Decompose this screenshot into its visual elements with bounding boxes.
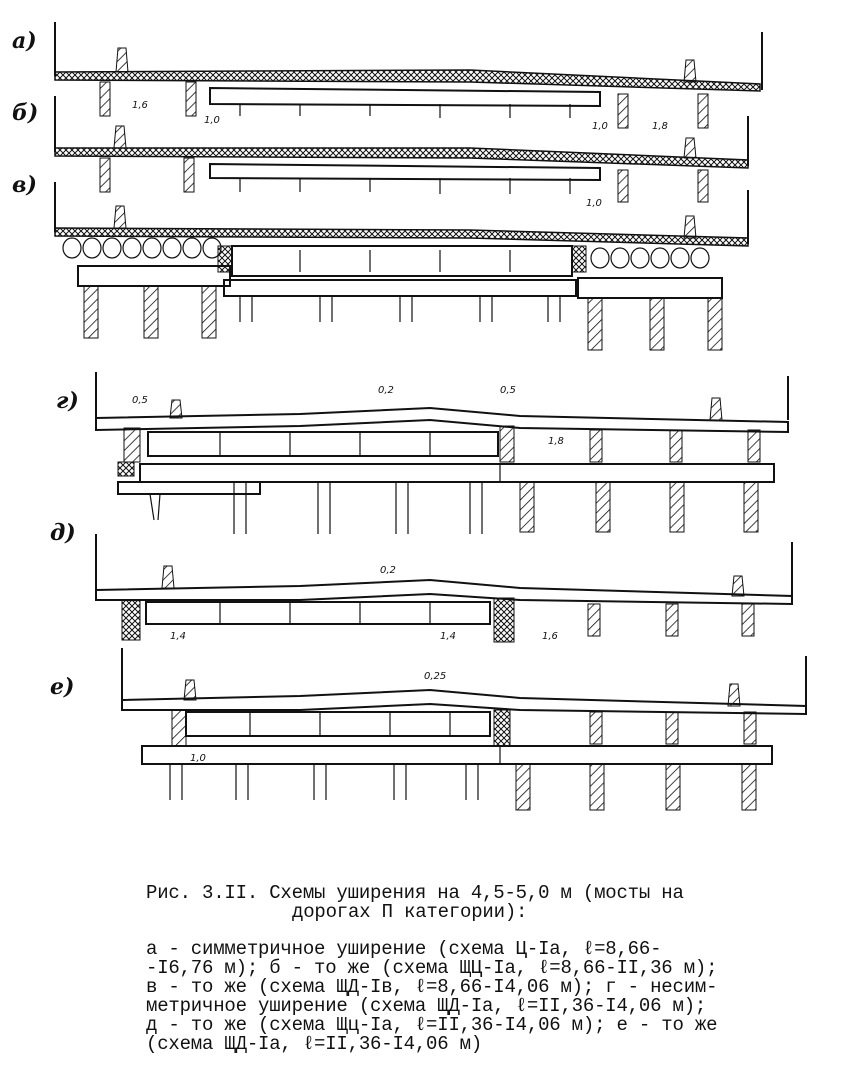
dim-g-1: 0,5 (132, 395, 148, 406)
figure-caption-title (146, 884, 836, 922)
caption-title-line2: дорогах П категории): (292, 901, 528, 923)
dim-g-4: 1,8 (548, 436, 564, 447)
legend-line: а - симметричное уширение (схема Ц-Iа, ℓ=8,66- (146, 938, 662, 960)
scheme-d (50, 520, 792, 642)
row-label-v: в) (12, 172, 37, 198)
dim-a-4: 1,8 (652, 121, 668, 132)
dim-g-3: 0,5 (500, 385, 516, 396)
caption-title-line1: Рис. 3.II. Схемы уширения на 4,5-5,0 м (мосты на (146, 882, 684, 904)
scheme-a (12, 22, 762, 132)
dim-d-1: 0,2 (380, 565, 396, 576)
row-label-b: б) (12, 100, 39, 126)
figure-caption-legend (146, 940, 836, 1054)
scheme-g (56, 372, 788, 534)
scheme-v (12, 172, 748, 350)
dim-a-2: 1,0 (204, 115, 220, 126)
scheme-e (50, 648, 806, 810)
dim-e-1: 0,25 (424, 671, 447, 682)
row-label-e: е) (50, 674, 75, 700)
dim-d-4: 1,6 (542, 631, 558, 642)
row-label-a: а) (12, 28, 37, 54)
dim-a-1: 1,6 (132, 100, 148, 111)
dim-a-3: 1,0 (592, 121, 608, 132)
dim-d-2: 1,4 (170, 631, 186, 642)
dim-e-2: 1,0 (190, 753, 206, 764)
legend-line: (схема ЩД-Iа, ℓ=II,36-I4,06 м) (146, 1033, 483, 1055)
legend-line: метричное уширение (схема ЩД-Iа, ℓ=II,36-I4,06 м); (146, 995, 707, 1017)
legend-line: в - то же (схема ЩД-Iв, ℓ=8,66-I4,06 м); г - несим- (146, 976, 718, 998)
dim-b-1: 1,0 (586, 198, 602, 209)
dim-g-2: 0,2 (378, 385, 394, 396)
scheme-b (12, 96, 748, 209)
row-label-d: д) (50, 520, 76, 546)
dim-d-3: 1,4 (440, 631, 456, 642)
legend-line: д - то же (схема Щц-Iа, ℓ=II,36-I4,06 м); е - то же (146, 1014, 718, 1036)
row-label-g: г) (56, 388, 79, 414)
legend-line: -I6,76 м); б - то же (схема ЩЦ-Iа, ℓ=8,66-II,36 м); (146, 957, 718, 979)
